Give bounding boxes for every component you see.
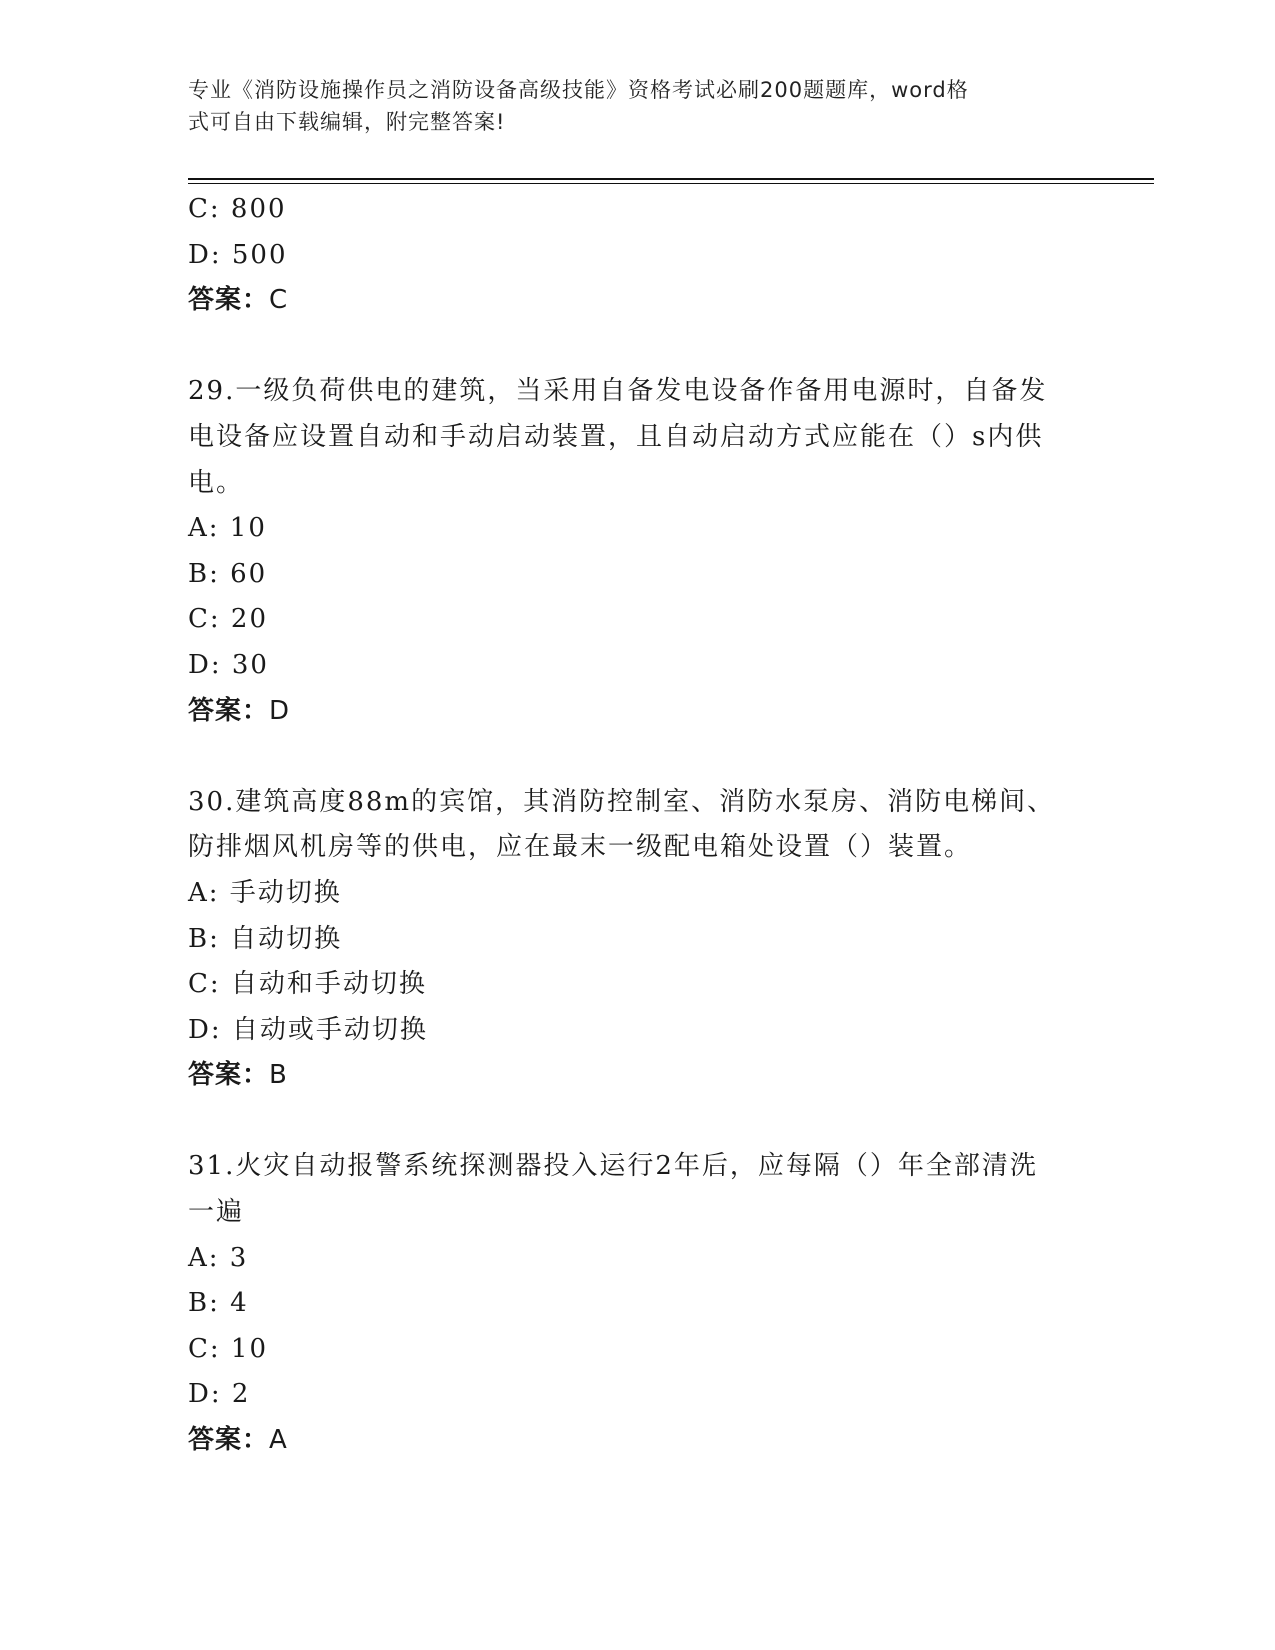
header-divider-thick xyxy=(188,178,1154,180)
question-stem-line: 31.火灾自动报警系统探测器投入运行2年后，应每隔（）年全部清洗 xyxy=(188,1151,1038,1182)
header-line-1: 专业《消防设施操作员之消防设备高级技能》资格考试必刷200题题库，word格 xyxy=(188,78,969,102)
question-stem-line: 防排烟风机房等的供电，应在最末一级配电箱处设置（）装置。 xyxy=(188,832,973,863)
answer-value: C xyxy=(269,285,289,316)
header-line-2: 式可自由下载编辑，附完整答案! xyxy=(188,110,506,134)
answer-label: 答案： xyxy=(188,695,270,726)
answer-line xyxy=(188,278,1088,324)
question-29 xyxy=(188,369,1088,734)
option-b: B: 60 xyxy=(188,558,268,589)
option-c: C: 10 xyxy=(188,1333,269,1364)
option-d: D: 30 xyxy=(188,649,269,680)
option-a: A: 手动切换 xyxy=(188,877,342,908)
question-stem-line: 一遍 xyxy=(188,1197,245,1228)
spacer xyxy=(188,324,1088,370)
option-b: B: 4 xyxy=(188,1288,249,1319)
option-c: C: 20 xyxy=(188,604,269,635)
question-content xyxy=(188,187,1088,1464)
answer-value: B xyxy=(269,1060,288,1091)
question-stem-line: 30.建筑高度88m的宾馆，其消防控制室、消防水泵房、消防电梯间、 xyxy=(188,786,1056,817)
option-d: D: 2 xyxy=(188,1379,251,1410)
option-c: C: 自动和手动切换 xyxy=(188,969,427,1000)
question-stem-line: 电。 xyxy=(188,467,245,498)
option-a: A: 3 xyxy=(188,1242,249,1273)
option-c: C: 800 xyxy=(188,194,287,224)
option-a: A: 10 xyxy=(188,513,267,544)
answer-label: 答案： xyxy=(188,285,270,316)
answer-line xyxy=(188,689,1088,735)
option-b: B: 自动切换 xyxy=(188,923,343,954)
page-header xyxy=(188,74,1068,138)
answer-label: 答案： xyxy=(188,1425,270,1456)
question-stem-line: 29.一级负荷供电的建筑，当采用自备发电设备作备用电源时，自备发 xyxy=(188,376,1048,407)
question-30 xyxy=(188,780,1088,1099)
option-d: D: 自动或手动切换 xyxy=(188,1014,428,1045)
prev-question-block xyxy=(188,187,1088,324)
spacer xyxy=(188,734,1088,780)
spacer xyxy=(188,1099,1088,1145)
answer-line xyxy=(188,1418,1088,1464)
header-divider-thin xyxy=(188,183,1154,184)
question-stem-line: 电设备应设置自动和手动启动装置，且自动启动方式应能在（）s内供 xyxy=(188,421,1044,452)
question-31 xyxy=(188,1144,1088,1463)
option-d: D: 500 xyxy=(188,239,288,270)
answer-value: D xyxy=(269,695,291,726)
answer-line xyxy=(188,1053,1088,1099)
answer-label: 答案： xyxy=(188,1060,270,1091)
answer-value: A xyxy=(269,1425,288,1456)
